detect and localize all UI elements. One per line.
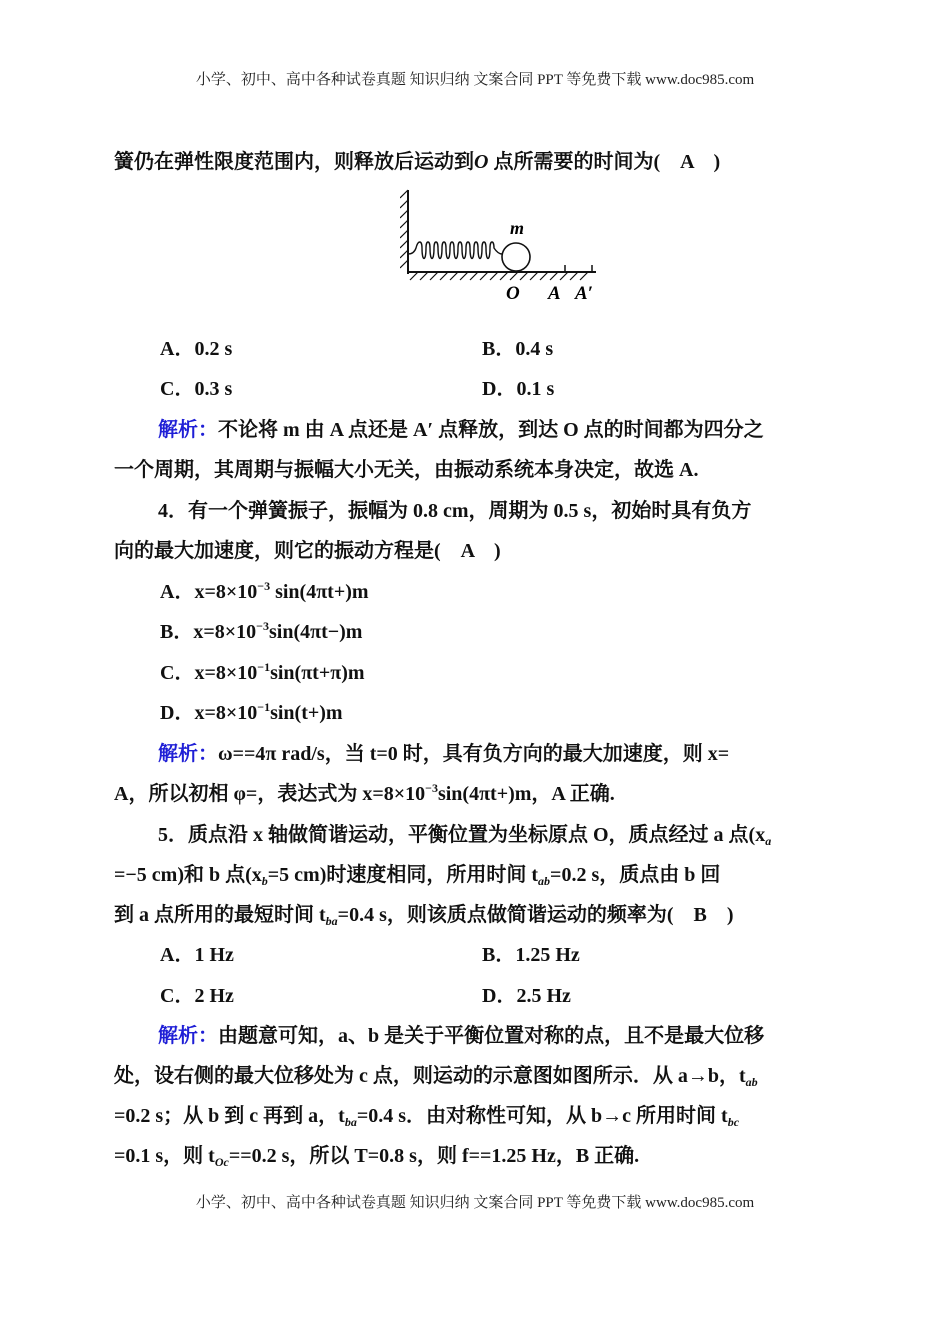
analysis-label: 解析： [158,417,218,441]
q4-analysis-line2: A，所以初相 φ=，表达式为 $x=8\times 10^{-3}\sin(4\pi t+)m$，A 正确. [114,781,615,805]
q3-stem-text: 簧仍在弹性限度范围内，则释放后运动到 [114,151,474,173]
analysis-label: 解析： [158,1023,218,1047]
q3-stem-end: 点所需要的时间为( A ) [488,151,721,173]
q3-option-d: D．0.1 s [482,378,555,400]
q3-option-a: A．0.2 s [160,338,233,360]
q3-analysis-line2: 一个周期，其周期与振幅大小无关，由振动系统本身决定，故选 A. [114,459,699,481]
mass-label: m [510,218,525,238]
q4-option-b: B．$x=8\times 10^{-3}\sin(4\pi t-)m$ [160,619,363,643]
svg-text:A′: A′ [575,283,594,304]
q5-stem-line2: =−5 cm)和 b 点($x_b=5$ cm)时速度相同，所用时间 $t_{ab}=0.2$ s，质点由 b 回 [114,864,721,888]
q5-option-a: A．1 Hz [160,944,234,966]
q5-option-b: B．1.25 Hz [482,944,580,966]
q5-stem-line3: 到 a 点所用的最短时间 $t_{ba}=0.4$ s，则该质点做简谐运动的频率为( B ) [114,904,734,928]
q4-option-d: D．$x=8\times 10^{-1}\sin(t+)m$ [160,700,343,724]
q4-stem-line2: 向的最大加速度，则它的振动方程是( A ) [114,540,501,562]
svg-text:O: O [506,283,520,304]
q4-option-a: A．$x=8\times 10^{-3}$ sin(4πt+)m [160,579,369,603]
q3-stem-o: O [474,151,489,173]
q4-stem-line1: 4．有一个弹簧振子，振幅为 0.8 cm，周期为 0.5 s，初始时具有负方 [158,500,752,522]
q5-analysis-line2: 处，设右侧的最大位移处为 c 点，则运动的示意图如图所示．从 a→b，$t_{ab}$ [114,1065,758,1089]
q3-option-b: B．0.4 s [482,338,554,360]
q3-stem [114,145,720,174]
analysis-label: 解析： [158,741,218,765]
q5-analysis-line1: 解析：由题意可知，a、b 是关于平衡位置对称的点，且不是最大位移 [158,1023,765,1047]
page-footer: 小学、初中、高中各种试卷真题 知识归纳 文案合同 PPT 等免费下载 www.doc985.com [195,1195,755,1211]
spring-oscillator-figure [400,182,605,307]
q5-option-c: C．2 Hz [160,985,234,1007]
q3-option-c: C．0.3 s [160,378,233,400]
spring-diagram-icon [400,182,605,307]
q4-option-c: C．$x=8\times 10^{-1}\sin(\pi t+\pi)m$ [160,660,365,684]
q5-analysis-line3: =0.2 s；从 b 到 c 再到 a，$t_{ba}=0.4$ s．由对称性可知，从 b→c 所用时间 $t_{bc}$ [114,1105,740,1129]
q3-analysis-line1: 解析：不论将 m 由 A 点还是 A′ 点释放，到达 O 点的时间都为四分之 [158,417,764,441]
q5-analysis-line4: =0.1 s，则 $t_{Oc}==0.2$ s，所以 T=0.8 s，则 f==1.25 Hz，B 正确. [114,1145,640,1169]
q5-option-d: D．2.5 Hz [482,985,571,1007]
page-header: 小学、初中、高中各种试卷真题 知识归纳 文案合同 PPT 等免费下载 www.doc985.com [195,72,755,88]
q4-analysis-line1: 解析：ω==4π rad/s，当 t=0 时，具有负方向的最大加速度，则 x= [158,741,730,765]
svg-text:A: A [548,283,561,304]
q5-stem-line1: 5．质点沿 x 轴做简谐运动，平衡位置为坐标原点 O，质点经过 a 点($x_a$ [158,824,772,848]
